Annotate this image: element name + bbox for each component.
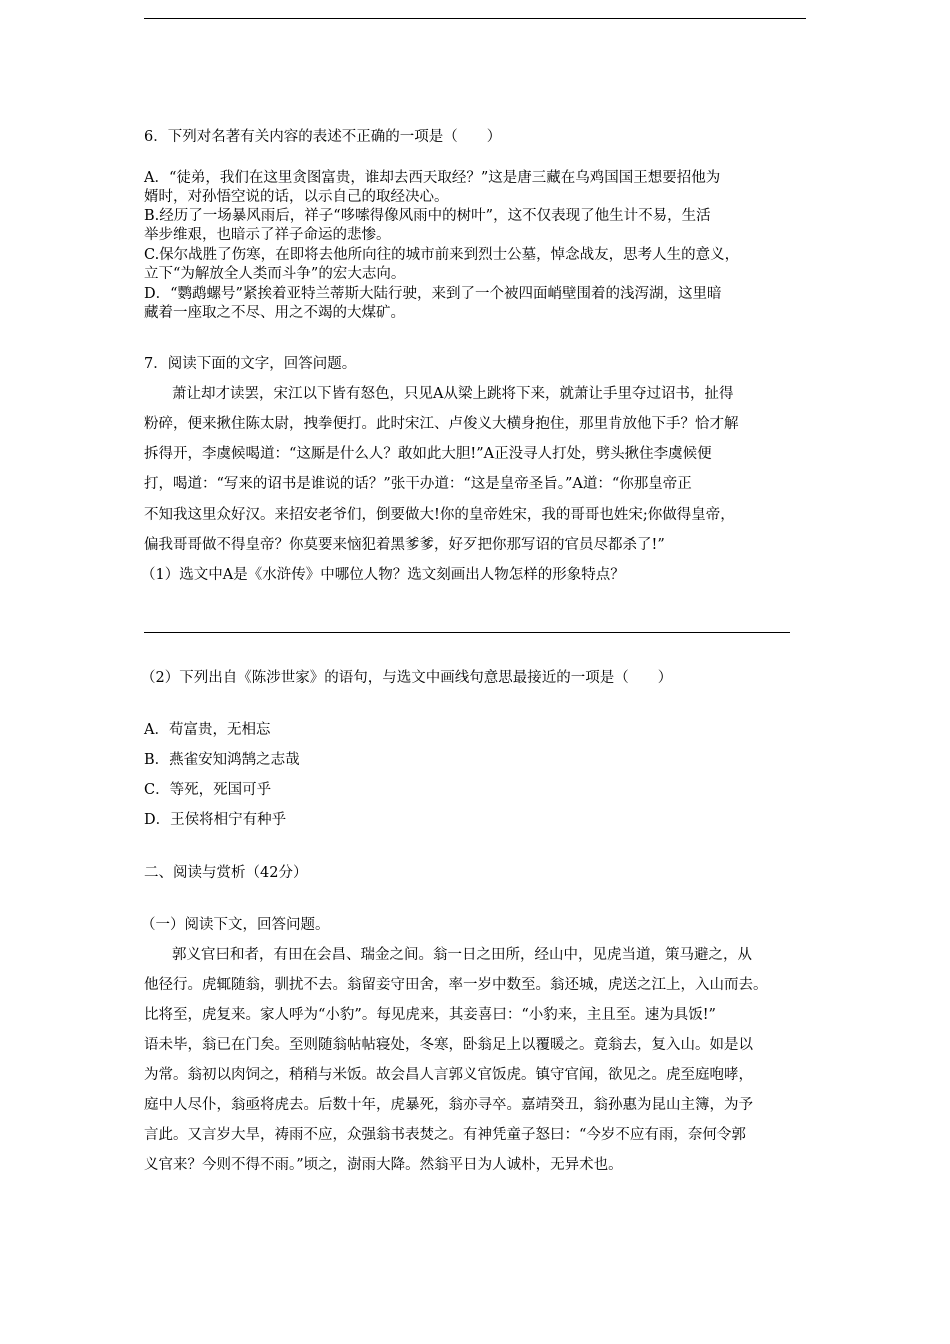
q7-sub2-option: A．苟富贵，无相忘 bbox=[144, 722, 271, 738]
q7-passage-line: 萧让却才读罢，宋江以下皆有怒色，只见A从梁上跳将下来，就萧让手里夺过诏书，扯得 bbox=[172, 386, 734, 402]
q6-option-line: 婿时，对孙悟空说的话，以示自己的取经决心。 bbox=[144, 189, 449, 205]
classical-passage-line: 郭义官曰和者，有田在会昌、瑞金之间。翁一日之田所，经山中，见虎当道，策马避之，从 bbox=[172, 947, 752, 963]
q7-sub2-option: D．王侯将相宁有种乎 bbox=[144, 812, 287, 828]
q7-passage-line: 粉碎，便来揪住陈太尉，拽拳便打。此时宋江、卢俊义大横身抱住，那里肯放他下手？恰才解 bbox=[144, 416, 739, 432]
q6-option-line: 立下“为解放全人类而斗争”的宏大志向。 bbox=[144, 266, 406, 282]
q6-stem: 6．下列对名著有关内容的表述不正确的一项是（ ） bbox=[144, 129, 502, 145]
section-heading: 二、阅读与赏析（42分） bbox=[144, 865, 308, 881]
classical-passage-line: 语未毕，翁已在门矣。至则随翁帖帖寝处，冬寒，卧翁足上以覆暖之。竟翁去，复入山。如是以 bbox=[144, 1037, 753, 1053]
q7-sub-question-1: （1）选文中A是《水浒传》中哪位人物？选文刻画出人物怎样的形象特点？ bbox=[141, 567, 625, 583]
q6-option-line: D．“鹦鹉螺号”紧挨着亚特兰蒂斯大陆行驶，来到了一个被四面峭壁围着的浅泻湖，这里暗 bbox=[144, 286, 722, 302]
classical-passage-line: 言此。又言岁大旱，祷雨不应，众强翁书表焚之。有神凭童子怒曰：“今岁不应有雨，奈何令郭 bbox=[144, 1127, 746, 1143]
part1-intro: （一）阅读下文，回答问题。 bbox=[141, 917, 330, 933]
q6-option-line: A．“徒弟，我们在这里贪图富贵，谁却去西天取经？”这是唐三藏在乌鸡国国王想要招他为 bbox=[144, 170, 721, 186]
q6-option-line: 藏着一座取之不尽、用之不竭的大煤矿。 bbox=[144, 305, 405, 321]
q6-option-line: C.保尔战胜了伤寒，在即将去他所向往的城市前来到烈士公墓，悼念战友，思考人生的意义， bbox=[144, 247, 740, 263]
classical-passage-line: 比将至，虎复来。家人呼为“小豹”。每见虎来，其妾喜曰：“小豹来，主且至。速为具饭!” bbox=[144, 1007, 716, 1023]
q6-option-line: 举步维艰，也暗示了祥子命运的悲惨。 bbox=[144, 227, 391, 243]
header-rule bbox=[144, 18, 806, 19]
q7-sub-question-2: （2）下列出自《陈涉世家》的语句，与选文中画线句意思最接近的一项是（ ） bbox=[141, 670, 673, 686]
q7-stem: 7．阅读下面的文字，回答问题。 bbox=[144, 356, 357, 372]
answer-line bbox=[144, 632, 790, 633]
classical-passage-line: 为常。翁初以肉饲之，稍稍与米饭。故会昌人言郭义官饭虎。镇守官闻，欲见之。虎至庭咆哮， bbox=[144, 1067, 753, 1083]
classical-passage-line: 庭中人尽仆，翁亟将虎去。后数十年，虎暴死，翁亦寻卒。嘉靖癸丑，翁孙惠为昆山主簿，为予 bbox=[144, 1097, 753, 1113]
q7-passage-line: 打，喝道：“写来的诏书是谁说的话？”张干办道：“这是皇帝圣旨。”A道：“你那皇帝正 bbox=[144, 476, 692, 492]
q7-sub2-option: B．燕雀安知鸿鹄之志哉 bbox=[144, 752, 300, 768]
q7-passage-line: 不知我这里众好汉。来招安老爷们，倒要做大!你的皇帝姓宋，我的哥哥也姓宋;你做得皇帝， bbox=[144, 507, 735, 523]
q7-passage-line: 拆得开，李虞候喝道：“这厮是什么人？敢如此大胆!”A正没寻人打处，劈头揪住李虞候便 bbox=[144, 446, 712, 462]
q6-option-line: B.经历了一场暴风雨后，祥子“哆嗦得像风雨中的树叶”，这不仅表现了他生计不易，生活 bbox=[144, 208, 711, 224]
classical-passage-line: 义官来？今则不得不雨。”顷之，澍雨大降。然翁平日为人诚朴，无异术也。 bbox=[144, 1157, 623, 1173]
q7-passage-line: 偏我哥哥做不得皇帝？你莫要来恼犯着黑爹爹，好歹把你那写诏的官员尽都杀了!” bbox=[144, 537, 665, 553]
classical-passage-line: 他径行。虎辄随翁，驯扰不去。翁留妾守田舍，率一岁中数至。翁还城，虎送之江上，入山而去。 bbox=[144, 977, 768, 993]
q7-sub2-option: C．等死，死国可乎 bbox=[144, 782, 272, 798]
